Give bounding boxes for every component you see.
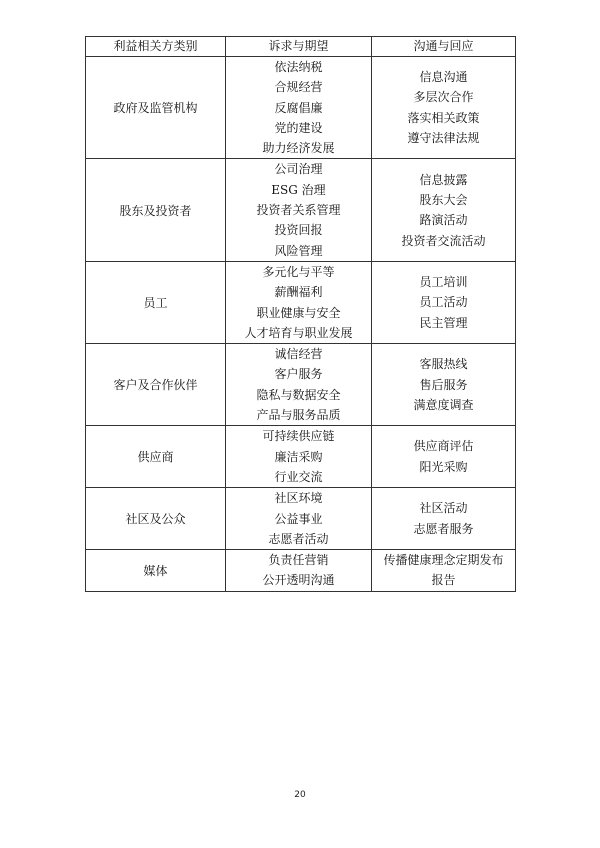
response-item: 社区活动 [419, 501, 468, 516]
expectation-item: 可持续供应链 [262, 429, 335, 444]
expectation-item: 党的建设 [274, 120, 323, 135]
expectations-cell [226, 550, 372, 592]
stakeholder-table [85, 36, 516, 592]
responses-cell [372, 261, 516, 343]
expectation-item: 职业健康与安全 [256, 305, 341, 320]
responses-cell [372, 159, 516, 261]
expectation-item: 反腐倡廉 [274, 100, 323, 115]
expectation-item: 多元化与平等 [262, 264, 335, 279]
expectation-item: 合规经营 [274, 80, 323, 95]
response-item: 员工培训 [419, 275, 468, 290]
table-body [86, 57, 516, 592]
header-responses: 沟通与回应 [372, 37, 516, 57]
table-row [86, 426, 516, 488]
response-item: 股东大会 [419, 192, 468, 207]
stakeholder-category: 客户及合作伙伴 [86, 344, 226, 426]
expectation-item: 风险管理 [274, 243, 323, 258]
expectation-item: 社区环境 [274, 491, 323, 506]
expectation-item: 志愿者活动 [268, 531, 329, 546]
expectation-item: 廉洁采购 [274, 449, 323, 464]
responses-cell [372, 57, 516, 159]
response-item: 报告 [431, 573, 456, 588]
expectation-item: 诚信经营 [274, 347, 323, 362]
expectation-item: 投资回报 [274, 223, 323, 238]
response-item: 信息沟通 [419, 70, 468, 85]
stakeholder-category: 政府及监管机构 [86, 57, 226, 159]
table-row [86, 550, 516, 592]
table-row [86, 57, 516, 159]
response-item: 路演活动 [419, 213, 468, 228]
table-row [86, 159, 516, 261]
stakeholder-category: 媒体 [86, 550, 226, 592]
expectation-item: 公开透明沟通 [262, 573, 335, 588]
stakeholder-category: 供应商 [86, 426, 226, 488]
expectation-item: 负责任营销 [268, 553, 329, 568]
expectation-item: 助力经济发展 [262, 141, 335, 156]
response-item: 投资者交流活动 [401, 233, 486, 248]
responses-cell [372, 426, 516, 488]
table-row [86, 344, 516, 426]
responses-cell [372, 550, 516, 592]
page-number: 20 [294, 790, 306, 800]
expectation-item: 产品与服务品质 [256, 408, 341, 423]
response-item: 落实相关政策 [407, 110, 480, 125]
response-item: 售后服务 [419, 377, 468, 392]
expectation-item: 薪酬福利 [274, 285, 323, 300]
response-item: 多层次合作 [413, 90, 474, 105]
expectations-cell [226, 488, 372, 550]
expectations-cell [226, 261, 372, 343]
expectation-item: 行业交流 [274, 469, 323, 484]
table-row [86, 261, 516, 343]
stakeholder-category: 股东及投资者 [86, 159, 226, 261]
stakeholder-category: 员工 [86, 261, 226, 343]
expectations-cell [226, 57, 372, 159]
stakeholder-category: 社区及公众 [86, 488, 226, 550]
expectation-item: 依法纳税 [274, 60, 323, 74]
expectations-cell [226, 344, 372, 426]
response-item: 阳光采购 [419, 459, 468, 474]
table-row [86, 488, 516, 550]
expectations-cell [226, 159, 372, 261]
header-expectations: 诉求与期望 [226, 37, 372, 57]
expectation-item: 公益事业 [274, 511, 323, 526]
response-item: 信息披露 [419, 172, 468, 187]
response-item: 员工活动 [419, 295, 468, 310]
table-header-row [86, 37, 516, 57]
responses-cell [372, 344, 516, 426]
response-item: 志愿者服务 [413, 521, 474, 536]
expectation-item: 公司治理 [274, 162, 323, 177]
response-item: 民主管理 [419, 315, 468, 330]
response-item: 满意度调查 [413, 397, 474, 412]
response-item: 遵守法律法规 [407, 131, 480, 146]
expectation-item: 人才培育与职业发展 [244, 325, 353, 340]
response-item: 客服热线 [419, 357, 468, 372]
expectation-item: 投资者关系管理 [256, 203, 341, 218]
response-item: 传播健康理念定期发布 [383, 553, 504, 568]
expectations-cell [226, 426, 372, 488]
header-category: 利益相关方类别 [86, 37, 226, 57]
responses-cell [372, 488, 516, 550]
expectation-item: ESG 治理 [271, 182, 326, 197]
response-item: 供应商评估 [413, 439, 474, 454]
expectation-item: 客户服务 [274, 367, 323, 382]
expectation-item: 隐私与数据安全 [256, 387, 341, 402]
